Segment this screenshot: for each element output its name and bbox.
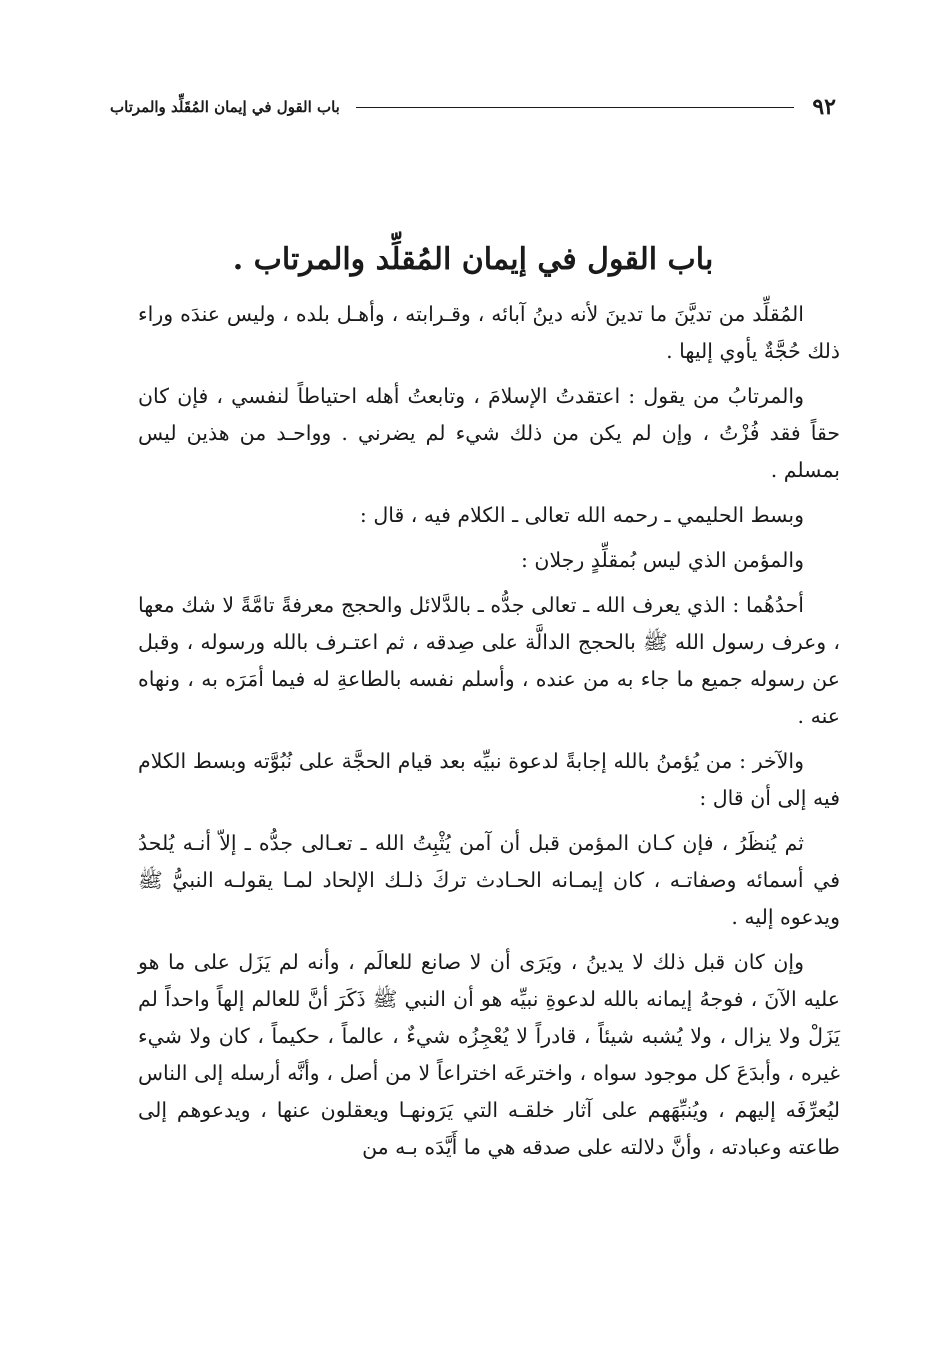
paragraph-ilhad: ثم يُنظَرُ ، فإن كـان المؤمن قبل أن آمن يُثْبِتُ الله ـ تعـالى جدُّه ـ إلاّ أنـه يُلحدُ في أسمائه وصفاتـه ، كان إيمـانه الحـادث تركَ ذلـك الإلحاد لمـا يقولـه النبيُّ ﷺ ويدعوه إليه .	[138, 831, 840, 929]
body-text	[138, 296, 840, 1174]
chapter-title: باب القول في إيمان المُقلِّد والمرتاب .	[232, 242, 714, 277]
paragraph-first-believer: أحدُهُما : الذي يعرف الله ـ تعالى جدُّه ـ بالدَّلائل والحجج معرفةً تامَّةً لا شك معها ، وعرف رسول الله ﷺ بالحجج الدالَّة على صِدقه ، ثم اعتـرف بالله ورسوله ، وقبل عن رسوله جميع ما جاء به من عنده ، وأسلم نفسه بالطاعةِ له فيما أمَرَه به ، ونهاه عنه .	[138, 593, 840, 728]
paragraph-murtab-definition: والمرتابُ من يقول : اعتقدتُ الإسلامَ ، وتابعتُ أهله احتياطاً لنفسي ، فإن كان حقاً فقد فُزْتُ ، وإن لم يكن من ذلك شيء لم يضرني . وواحـد من هذين ليس بمسلم .	[138, 384, 840, 482]
header-rule	[356, 107, 795, 108]
paragraph-halimi-intro: وبسط الحليمي ـ رحمه الله تعالى ـ الكلام فيه ، قال :	[359, 503, 804, 527]
paragraph-second-believer: والآخر : من يُؤمنُ بالله إجابةً لدعوة نبيِّه بعد قيام الحجَّة على نُبُوَّته وبسط الكلام فيه إلى أن قال :	[138, 749, 840, 810]
paragraph-muqallid-definition: المُقلِّد من تديَّنَ ما تدينَ لأنه دينُ آبائه ، وقـرابته ، وأهـل بلده ، وليس عندَه وراء ذلك حُجَّةٌ يأوي إليها .	[138, 302, 840, 363]
paragraph-two-believers: والمؤمن الذي ليس بُمقلِّدٍ رجلان :	[520, 548, 804, 572]
paragraph-no-creator: وإن كان قبل ذلك لا يدينُ ، ويَرَى أن لا صانع للعالَم ، وأنه لم يَزَل على ما هو عليه الآنَ ، فوجهُ إيمانه بالله لدعوةِ نبيِّه هو أن النبي ﷺ ذَكَرَ أنَّ للعالم إلهاً واحداً لم يَزَلْ ولا يزال ، ولا يُشبه شيئاً ، قادراً لا يُعْجِزُه شيءٌ ، عالماً ، حكيماً ، كان ولا شيء غيره ، وأبدَعَ كل موجود سواه ، واخترعَه اختراعاً لا من أصل ، وأنَّه أرسله إلى الناس ليُعرِّفَه إليهم ، ويُنبِّهَهم على آثار خلقـه التي يَرَونهـا ويعقلون عنها ، ويدعوهم إلى طاعته وعبادته ، وأنَّ دلالته على صدقه هي ما أَيَّدَه بـه من	[138, 950, 840, 1159]
running-header	[110, 92, 836, 122]
running-title: باب القول في إيمان المُقَلِّد والمرتاب	[110, 98, 340, 116]
page-number: ٩٢	[812, 94, 836, 120]
